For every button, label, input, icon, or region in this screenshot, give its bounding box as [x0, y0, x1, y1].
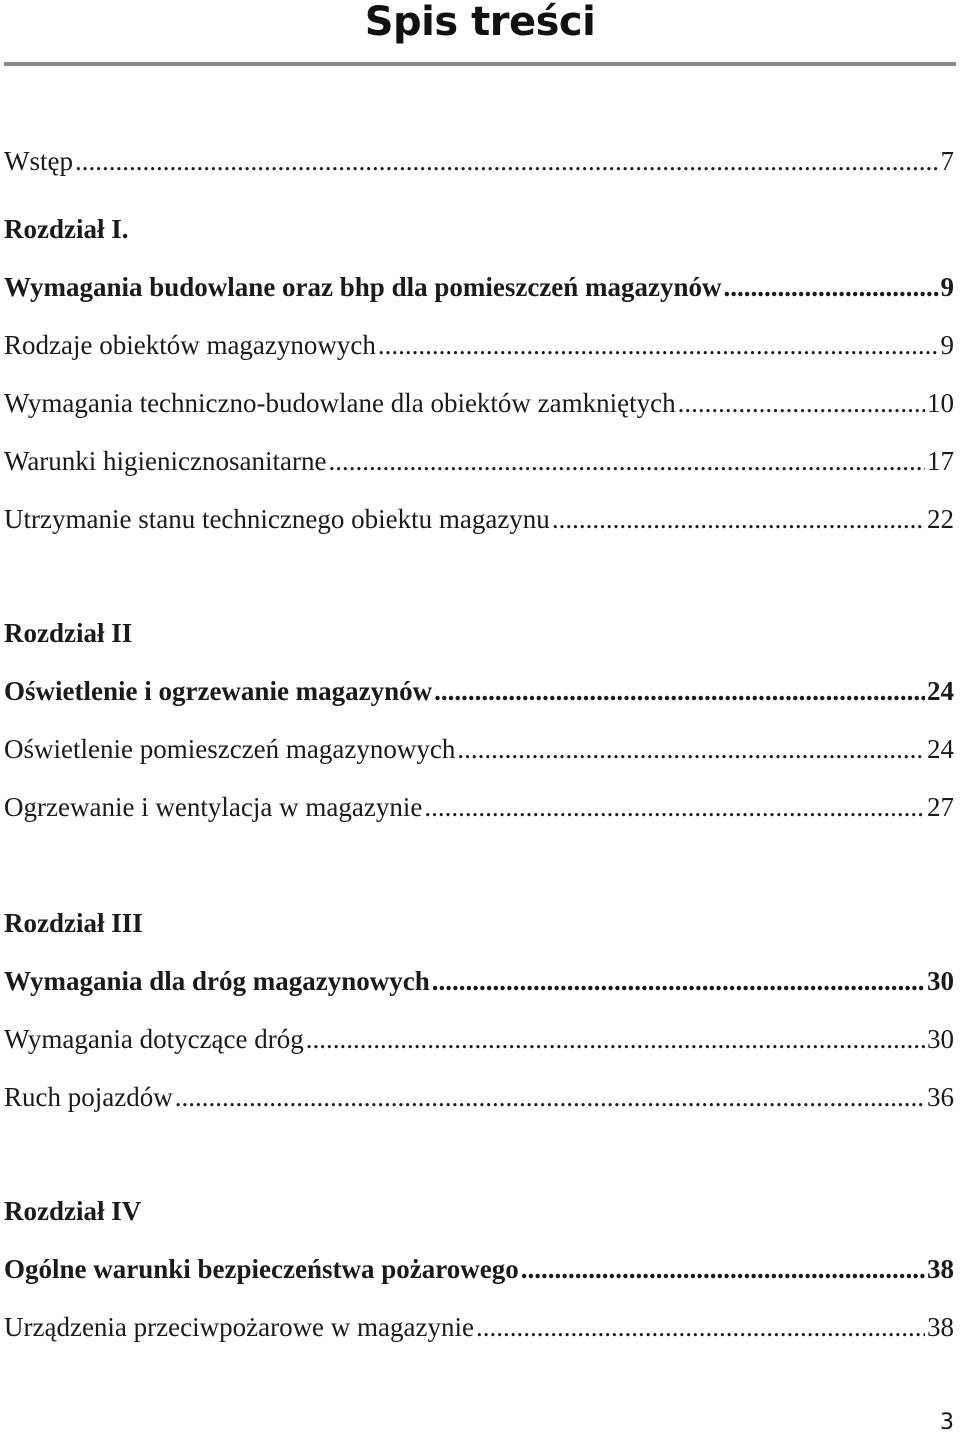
toc-entry-page: 27: [927, 792, 954, 822]
dot-leader: [521, 1252, 925, 1286]
chapter-heading-1: [4, 212, 954, 246]
toc-entry-label: Ogrzewanie i wentylacja w magazynie: [4, 792, 423, 822]
toc-entry-label: Wymagania techniczno-budowlane dla obiektów zamkniętych: [4, 388, 676, 418]
toc-entry-label: Wstęp: [4, 146, 73, 176]
toc-entry-page: 17: [927, 446, 954, 476]
dot-leader: [175, 1080, 925, 1114]
title-underline: [4, 62, 956, 66]
dot-leader: [328, 444, 925, 478]
chapter-heading-label: Rozdział IV: [4, 1196, 142, 1226]
toc-entry-page: 22: [927, 504, 954, 534]
dot-leader: [424, 790, 925, 824]
chapter-heading-label: Rozdział II: [4, 618, 133, 648]
dot-leader: [434, 674, 925, 708]
toc-entry-ch2-s2[interactable]: [4, 790, 954, 824]
page-number: 3: [940, 1410, 954, 1435]
dot-leader: [724, 270, 939, 304]
toc-entry-ch2-s1[interactable]: [4, 732, 954, 766]
toc-entry-label: Utrzymanie stanu technicznego obiektu magazynu: [4, 504, 550, 534]
toc-chapter-title-2[interactable]: [4, 674, 954, 708]
toc-entry-page: 30: [927, 966, 954, 996]
toc-entry-label: Oświetlenie pomieszczeń magazynowych: [4, 734, 456, 764]
toc-entry-label: Wymagania dotyczące dróg: [4, 1024, 304, 1054]
dot-leader: [457, 732, 925, 766]
toc-entry-ch3-s2[interactable]: [4, 1080, 954, 1114]
page-title: Spis treści: [364, 0, 596, 45]
toc-entry-ch1-s2[interactable]: [4, 386, 954, 420]
toc-entry-ch1-s3[interactable]: [4, 444, 954, 478]
dot-leader: [552, 502, 925, 536]
toc-chapter-title-4[interactable]: [4, 1252, 954, 1286]
toc-entry-label: Warunki higienicznosanitarne: [4, 446, 327, 476]
chapter-heading-label: Rozdział I.: [4, 214, 129, 244]
dot-leader: [476, 1310, 925, 1344]
toc-entry-label: Ogólne warunki bezpieczeństwa pożarowego: [4, 1254, 519, 1284]
toc-entry-label: Urządzenia przeciwpożarowe w magazynie: [4, 1312, 474, 1342]
toc-entry-page: 24: [927, 676, 954, 706]
dot-leader: [432, 964, 925, 998]
toc-entry-label: Rodzaje obiektów magazynowych: [4, 330, 376, 360]
toc-entry-page: 9: [940, 272, 954, 302]
toc-entry-page: 7: [940, 146, 954, 176]
chapter-heading-label: Rozdział III: [4, 908, 143, 938]
toc-entry-label: Wymagania budowlane oraz bhp dla pomieszczeń magazynów: [4, 272, 722, 302]
toc-entry-page: 38: [927, 1312, 954, 1342]
toc-entry-page: 24: [927, 734, 954, 764]
toc-entry-ch3-s1[interactable]: [4, 1022, 954, 1056]
toc-chapter-title-3[interactable]: [4, 964, 954, 998]
toc-entry-page: 38: [927, 1254, 954, 1284]
toc-entry-page: 9: [940, 330, 954, 360]
chapter-heading-2: [4, 616, 954, 650]
chapter-heading-4: [4, 1194, 954, 1228]
dot-leader: [378, 328, 939, 362]
toc-entry-page: 10: [927, 388, 954, 418]
chapter-heading-3: [4, 906, 954, 940]
toc-entry-ch4-s1[interactable]: [4, 1310, 954, 1344]
toc-chapter-title-1[interactable]: [4, 270, 954, 304]
dot-leader: [306, 1022, 925, 1056]
toc-entry-ch1-s1[interactable]: [4, 328, 954, 362]
toc-entry-label: Oświetlenie i ogrzewanie magazynów: [4, 676, 433, 706]
dot-leader: [75, 144, 939, 178]
toc-entry-page: 36: [927, 1082, 954, 1112]
toc-entry-label: Wymagania dla dróg magazynowych: [4, 966, 430, 996]
toc-entry-page: 30: [927, 1024, 954, 1054]
toc-entry-ch1-s4[interactable]: [4, 502, 954, 536]
toc-entry-label: Ruch pojazdów: [4, 1082, 173, 1112]
dot-leader: [678, 386, 925, 420]
toc-entry-wstep[interactable]: [4, 144, 954, 178]
